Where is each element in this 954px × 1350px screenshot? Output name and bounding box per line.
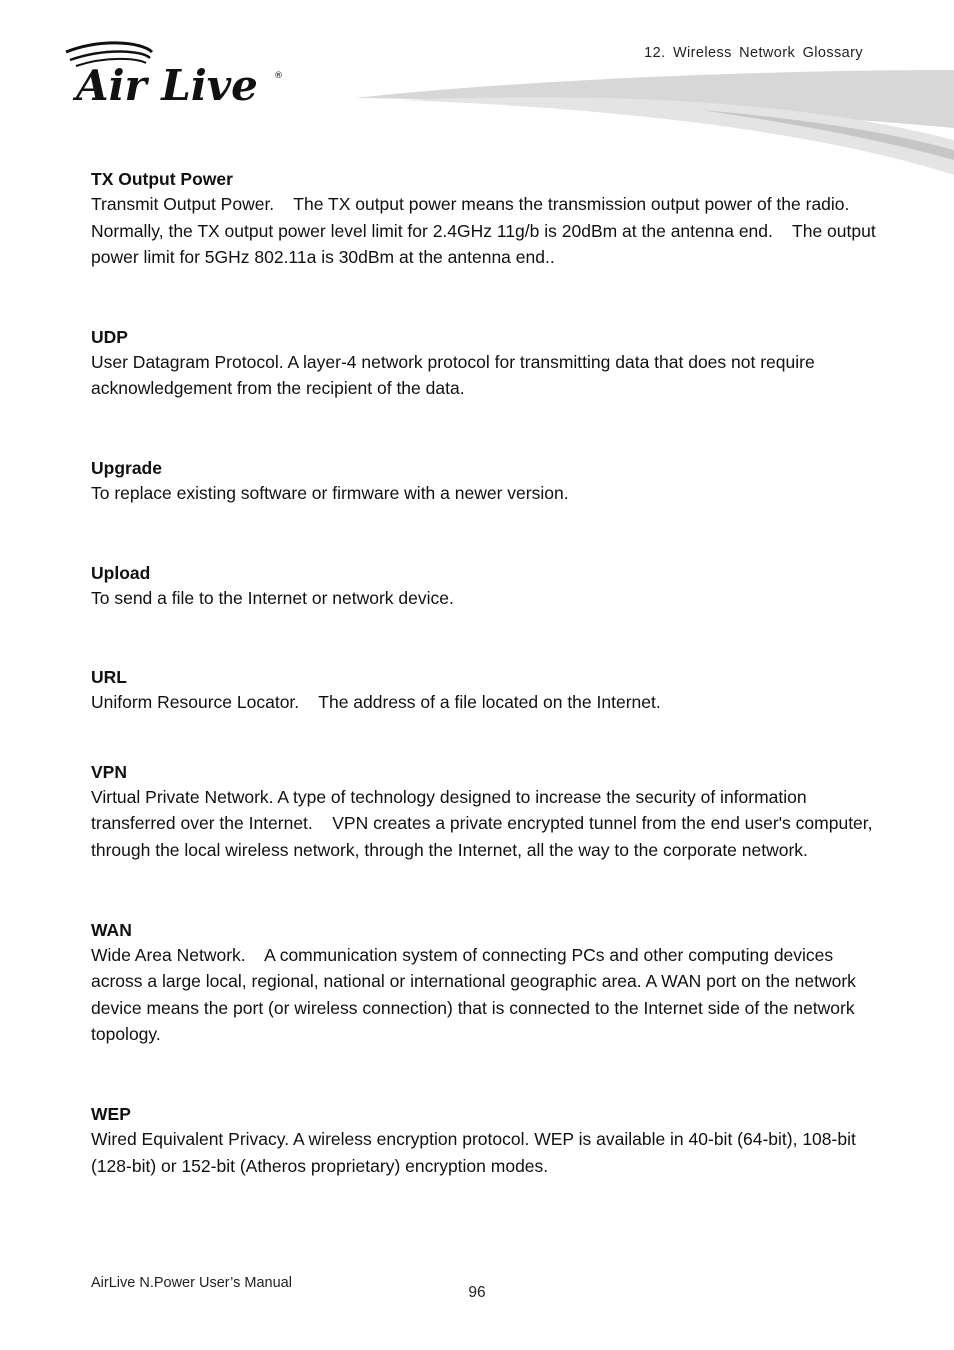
glossary-definition: User Datagram Protocol. A layer-4 network protocol for transmitting data that does not require acknowledgement from the recipient of the data. [91, 351, 820, 399]
chapter-title: 12. Wireless Network Glossary [644, 45, 863, 61]
glossary-term: Upgrade [91, 457, 162, 478]
glossary-term: TX Output Power [91, 169, 233, 189]
logo-wordmark: Air Live [76, 61, 258, 110]
glossary-definition: Wired Equivalent Privacy. A wireless encryption protocol. WEP is available in 40-bit (64-bit), 108-bit (128-bit) or 152-bit (Atheros proprietary) encryption modes. [91, 1128, 861, 1176]
footer-manual-title: AirLive N.Power User’s Manual [91, 1275, 292, 1291]
glossary-term: UDP [91, 326, 128, 347]
glossary-definition: Wide Area Network. A communication system of connecting PCs and other computing devices across a large local, regional, national or international geographic area. A WAN port on the network device means the port (or wireless connection) that is connected to the Internet side of the network topology. [91, 944, 861, 1045]
glossary-definition: Transmit Output Power. The TX output power means the transmission output power of the radio. Normally, the TX output power level limit for 2.4GHz 11g/b is 20dBm at the antenna end. The output power limit for 5GHz 802.11a is 30dBm at the antenna end.. [91, 194, 881, 268]
airlive-logo [62, 40, 292, 112]
glossary-entry [91, 561, 881, 612]
glossary-term: VPN [91, 761, 127, 782]
registered-mark: ® [274, 71, 283, 81]
glossary-definition: To send a file to the Internet or network device. [91, 587, 454, 608]
glossary-term: URL [91, 667, 127, 688]
glossary-definition: Uniform Resource Locator. The address of a file located on the Internet. [91, 692, 661, 713]
glossary-definition: Virtual Private Network. A type of technology designed to increase the security of information transferred over the Internet. VPN creates a private encrypted tunnel from the end user's computer, through the local wireless network, through the Internet, all the way to the corporate network. [91, 786, 878, 860]
glossary-entry [91, 456, 881, 507]
glossary-entry [91, 1102, 881, 1179]
glossary-entry [91, 918, 881, 1048]
glossary-term: Upload [91, 562, 151, 583]
glossary-term: WEP [91, 1103, 131, 1124]
glossary-entry [91, 325, 881, 402]
glossary-entries [91, 167, 881, 1179]
page-number: 96 [468, 1284, 486, 1301]
glossary-entry [91, 760, 881, 864]
glossary-entry [91, 665, 881, 716]
glossary-term: WAN [91, 919, 132, 940]
glossary-entry [91, 167, 881, 271]
glossary-definition: To replace existing software or firmware with a newer version. [91, 482, 569, 503]
